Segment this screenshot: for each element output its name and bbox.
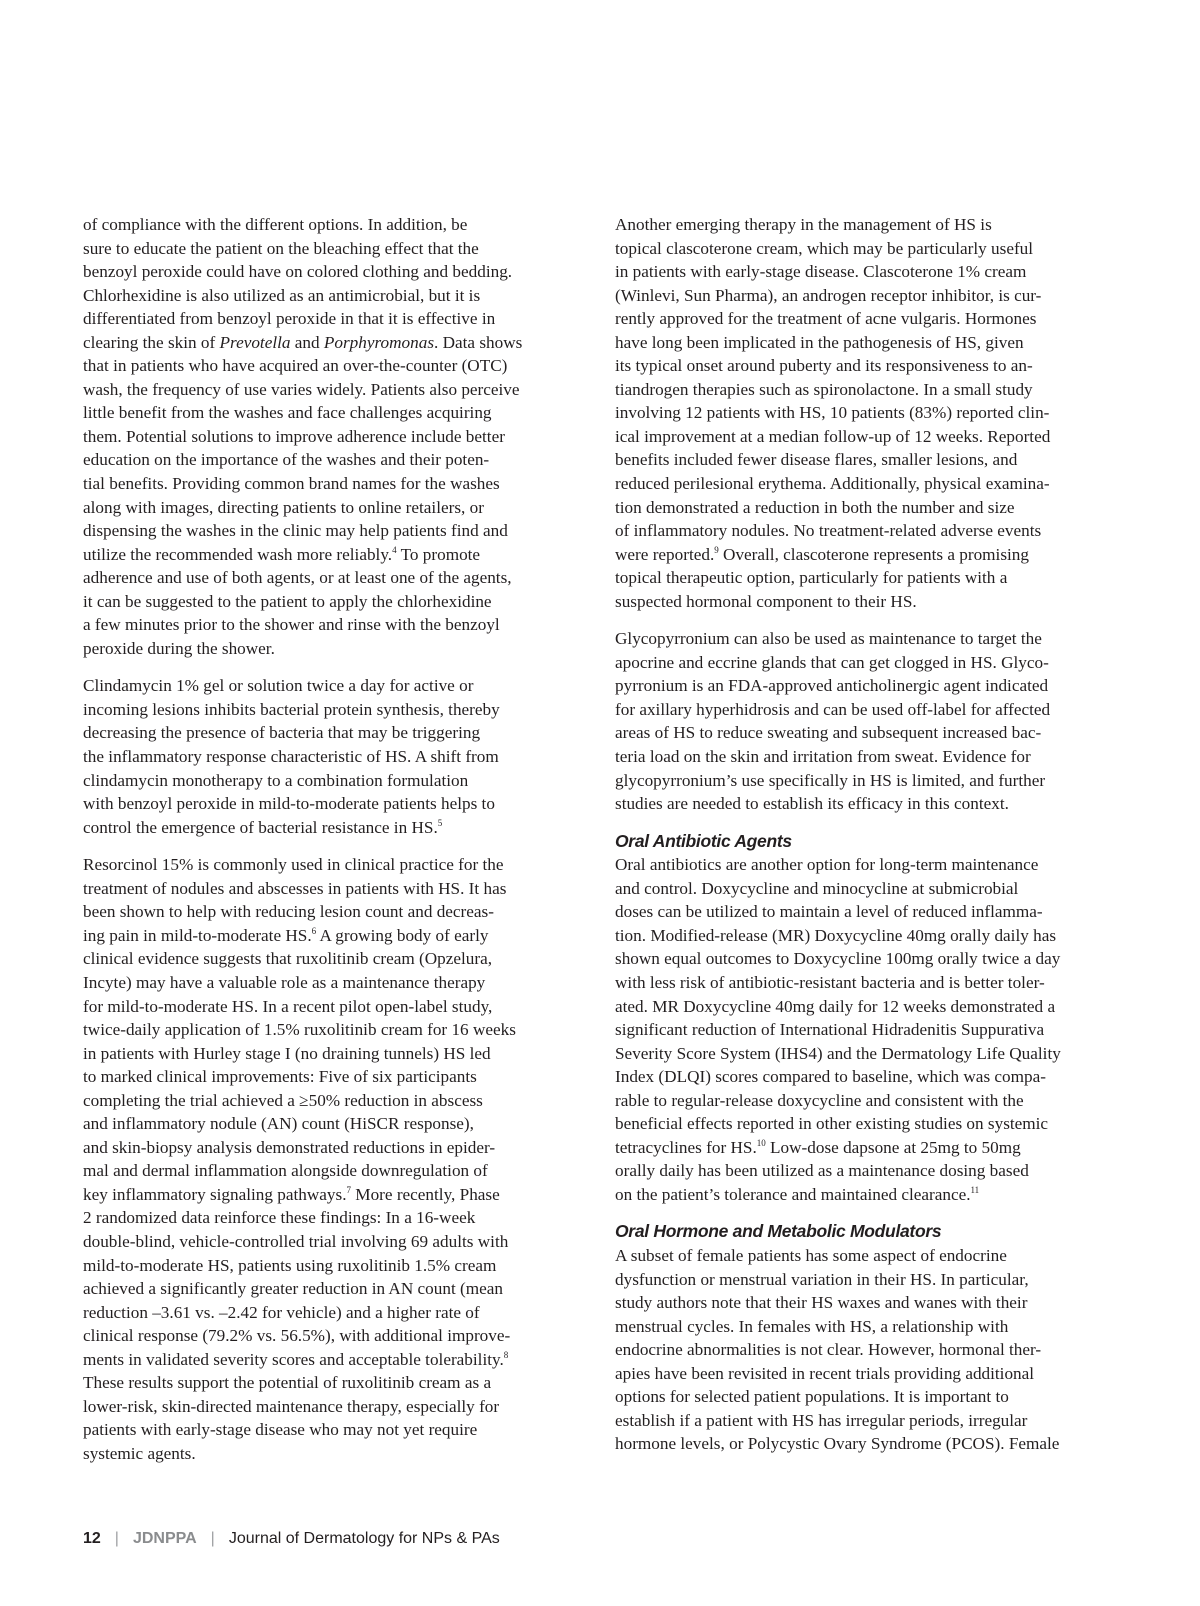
text-line: [83, 853, 591, 877]
text-run: (Winlevi, Sun Pharma), an androgen receptor inhibitor, is cur-: [615, 285, 1042, 305]
text-line: [615, 331, 1123, 355]
text-run: for axillary hyperhidrosis and can be used off-label for affected: [615, 699, 1051, 719]
text-line: [615, 745, 1123, 769]
text-run: establish if a patient with HS has irregular periods, irregular: [615, 1410, 1028, 1430]
text-line: [615, 769, 1123, 793]
text-line: [615, 877, 1123, 901]
text-run: glycopyrronium’s use specifically in HS is limited, and further: [615, 770, 1046, 790]
text-line: [83, 1395, 591, 1419]
text-line: [615, 543, 1123, 567]
text-run: tetracyclines for HS.: [615, 1137, 757, 1157]
text-line: [83, 1042, 591, 1066]
text-run: wash, the frequency of use varies widely. Patients also perceive: [83, 379, 520, 399]
text-run: Index (DLQI) scores compared to baseline, which was compa-: [615, 1067, 1046, 1087]
text-run: rable to regular-release doxycycline and consistent with the: [615, 1090, 1024, 1110]
text-line: [83, 877, 591, 901]
text-run: ments in validated severity scores and acceptable tolerability.: [83, 1349, 504, 1369]
text-line: [615, 590, 1123, 614]
text-line: [615, 1409, 1123, 1433]
text-line: [615, 378, 1123, 402]
section-heading: Oral Hormone and Metabolic Modulators: [615, 1221, 942, 1242]
text-line: [83, 1136, 591, 1160]
text-line: [83, 1442, 591, 1466]
text-line: [615, 792, 1123, 816]
text-line: [83, 947, 591, 971]
text-run: and inflammatory nodule (AN) count (HiSCR response),: [83, 1114, 474, 1134]
text-run: and skin-biopsy analysis demonstrated reductions in epider-: [83, 1137, 496, 1157]
page-footer: [83, 1530, 500, 1548]
text-line: [615, 1268, 1123, 1292]
text-line: [83, 1159, 591, 1183]
text-run: achieved a significantly greater reduction in AN count (mean: [83, 1279, 503, 1299]
text-line: [615, 1291, 1123, 1315]
left-column: [83, 213, 591, 1465]
text-run: Severity Score System (IHS4) and the Dermatology Life Quality: [615, 1043, 1061, 1063]
text-run: the inflammatory response characteristic of HS. A shift from: [83, 747, 499, 767]
paragraph-gap: [83, 660, 591, 674]
text-line: [83, 721, 591, 745]
text-run: patients with early-stage disease who may not yet require: [83, 1420, 478, 1440]
text-line: [615, 698, 1123, 722]
text-line: [615, 995, 1123, 1019]
text-line: [83, 284, 591, 308]
text-line: [83, 1348, 591, 1372]
text-run: benefits included fewer disease flares, smaller lesions, and: [615, 450, 1018, 470]
text-run: shown equal outcomes to Doxycycline 100mg orally twice a day: [615, 949, 1061, 969]
text-line: [83, 472, 591, 496]
text-run: been shown to help with reducing lesion count and decreas-: [83, 902, 494, 922]
text-run: . Data shows: [434, 332, 523, 352]
footer-separator: |: [114, 1530, 119, 1547]
text-line: [83, 1230, 591, 1254]
section-heading: Oral Antibiotic Agents: [615, 830, 792, 851]
italic-term: Prevotella: [219, 332, 291, 352]
text-run: topical clascoterone cream, which may be particularly useful: [615, 238, 1034, 258]
text-run: pyrronium is an FDA-approved anticholinergic agent indicated: [615, 676, 1049, 696]
text-line: [615, 1183, 1123, 1207]
paragraph-gap: [615, 613, 1123, 627]
text-line: [615, 721, 1123, 745]
text-line: [83, 1112, 591, 1136]
text-line: [615, 496, 1123, 520]
text-line: [615, 1065, 1123, 1089]
text-run: tion. Modified-release (MR) Doxycycline 40mg orally daily has: [615, 925, 1057, 945]
text-line: [615, 900, 1123, 924]
text-line: [83, 971, 591, 995]
text-line: [615, 1362, 1123, 1386]
text-run: clinical evidence suggests that ruxolitinib cream (Opzelura,: [83, 949, 493, 969]
text-line: [615, 1112, 1123, 1136]
text-run: These results support the potential of ruxolitinib cream as a: [83, 1373, 492, 1393]
text-run: in patients with early-stage disease. Clascoterone 1% cream: [615, 262, 1027, 282]
text-run: clearing the skin of: [83, 332, 220, 352]
journal-abbreviation: JDNPPA: [132, 1530, 197, 1547]
paragraph-gap: [83, 839, 591, 853]
text-run: reduction –3.61 vs. –2.42 for vehicle) and a higher rate of: [83, 1302, 480, 1322]
text-run: systemic agents.: [83, 1443, 196, 1463]
text-line: [83, 331, 591, 355]
text-line: [83, 213, 591, 237]
text-line: [615, 674, 1123, 698]
text-line: [83, 543, 591, 567]
text-line: [83, 496, 591, 520]
text-run: ical improvement at a median follow-up of 12 weeks. Reported: [615, 426, 1051, 446]
text-run: for mild-to-moderate HS. In a recent pilot open-label study,: [83, 996, 493, 1016]
text-run: topical therapeutic option, particularly for patients with a: [615, 568, 1008, 588]
paragraph-gap: [615, 1206, 1123, 1220]
text-run: differentiated from benzoyl peroxide in that it is effective in: [83, 309, 496, 329]
text-run: hormone levels, or Polycystic Ovary Syndrome (PCOS). Female: [615, 1434, 1060, 1454]
text-line: [83, 1206, 591, 1230]
text-line: [83, 745, 591, 769]
text-run: menstrual cycles. In females with HS, a relationship with: [615, 1316, 1009, 1336]
text-line: [615, 947, 1123, 971]
text-line: [615, 284, 1123, 308]
page-number: 12: [83, 1530, 101, 1547]
text-run: Glycopyrronium can also be used as maintenance to target the: [615, 629, 1042, 649]
text-line: [615, 307, 1123, 331]
text-line: [83, 637, 591, 661]
text-line: [615, 651, 1123, 675]
reference-superscript: 8: [503, 1349, 509, 1360]
text-run: with benzoyl peroxide in mild-to-moderate patients helps to: [83, 794, 495, 814]
text-run: benzoyl peroxide could have on colored clothing and bedding.: [83, 262, 513, 282]
text-line: [83, 995, 591, 1019]
text-run: Overall, clascoterone represents a promising: [718, 544, 1029, 564]
text-run: completing the trial achieved a ≥50% reduction in abscess: [83, 1090, 483, 1110]
text-run: that in patients who have acquired an over-the-counter (OTC): [83, 356, 508, 376]
text-line: [83, 1277, 591, 1301]
text-line: [83, 260, 591, 284]
text-run: To promote: [396, 544, 481, 564]
text-run: a few minutes prior to the shower and rinse with the benzoyl: [83, 615, 500, 635]
text-line: [615, 1385, 1123, 1409]
text-line: [615, 1159, 1123, 1183]
text-run: lower-risk, skin-directed maintenance therapy, especially for: [83, 1396, 500, 1416]
text-line: [83, 1301, 591, 1325]
reference-superscript: 11: [970, 1184, 980, 1195]
text-line: [83, 237, 591, 261]
text-run: them. Potential solutions to improve adherence include better: [83, 426, 505, 446]
text-line: [83, 769, 591, 793]
text-line: [615, 1315, 1123, 1339]
text-run: education on the importance of the washes and their poten-: [83, 450, 490, 470]
text-line: [83, 1065, 591, 1089]
text-line: [615, 213, 1123, 237]
text-run: dispensing the washes in the clinic may help patients find and: [83, 521, 508, 541]
text-run: mal and dermal inflammation alongside downregulation of: [83, 1161, 488, 1181]
text-run: control the emergence of bacterial resistance in HS.: [83, 817, 438, 837]
text-line: [615, 260, 1123, 284]
text-run: utilize the recommended wash more reliably.: [83, 544, 393, 564]
text-line: [83, 613, 591, 637]
text-run: double-blind, vehicle-controlled trial involving 69 adults with: [83, 1231, 509, 1251]
text-run: study authors note that their HS waxes and wanes with their: [615, 1293, 1028, 1313]
journal-name: Journal of Dermatology for NPs & PAs: [228, 1530, 500, 1547]
text-run: Incyte) may have a valuable role as a maintenance therapy: [83, 972, 486, 992]
text-run: little benefit from the washes and face challenges acquiring: [83, 403, 492, 423]
text-run: teria load on the skin and irritation from sweat. Evidence for: [615, 747, 1031, 767]
text-run: Another emerging therapy in the management of HS is: [615, 215, 992, 234]
text-run: Low-dose dapsone at 25mg to 50mg: [765, 1137, 1021, 1157]
text-line: [615, 237, 1123, 261]
text-run: in patients with Hurley stage I (no draining tunnels) HS led: [83, 1043, 491, 1063]
text-run: peroxide during the shower.: [83, 638, 275, 658]
reference-superscript: 7: [346, 1184, 351, 1195]
right-column: [615, 213, 1123, 1456]
text-run: Resorcinol 15% is commonly used in clinical practice for the: [83, 855, 504, 875]
text-line: [83, 698, 591, 722]
text-line: [615, 1089, 1123, 1113]
text-run: studies are needed to establish its efficacy in this context.: [615, 794, 1009, 814]
text-run: More recently, Phase: [351, 1184, 500, 1204]
text-run: reduced perilesional erythema. Additionally, physical examina-: [615, 474, 1050, 494]
text-run: tiandrogen therapies such as spironolactone. In a small study: [615, 379, 1033, 399]
text-line: [615, 519, 1123, 543]
text-run: and: [290, 332, 324, 352]
text-line: [615, 401, 1123, 425]
text-line: [615, 853, 1123, 877]
text-line: [83, 674, 591, 698]
reference-superscript: 5: [437, 817, 443, 828]
text-line: [615, 1136, 1123, 1160]
text-run: it can be suggested to the patient to apply the chlorhexidine: [83, 591, 492, 611]
text-run: orally daily has been utilized as a maintenance dosing based: [615, 1161, 1029, 1181]
text-line: [615, 566, 1123, 590]
reference-superscript: 4: [392, 544, 397, 555]
text-run: decreasing the presence of bacteria that may be triggering: [83, 723, 481, 743]
text-line: [83, 307, 591, 331]
text-run: tion demonstrated a reduction in both the number and size: [615, 497, 1015, 517]
text-line: [83, 924, 591, 948]
text-run: treatment of nodules and abscesses in patients with HS. It has: [83, 878, 507, 898]
text-line: [83, 1371, 591, 1395]
text-line: [615, 1432, 1123, 1456]
text-line: [83, 792, 591, 816]
text-run: tial benefits. Providing common brand names for the washes: [83, 474, 500, 494]
text-line: [83, 1418, 591, 1442]
text-line: [615, 425, 1123, 449]
text-run: significant reduction of International Hidradenitis Suppurativa: [615, 1020, 1045, 1040]
text-line: [615, 971, 1123, 995]
text-line: [615, 1042, 1123, 1066]
text-run: 2 randomized data reinforce these findings: In a 16-week: [83, 1208, 476, 1228]
text-line: [615, 354, 1123, 378]
text-line: [83, 1089, 591, 1113]
text-run: apies have been revisited in recent trials providing additional: [615, 1363, 1035, 1383]
text-line: [83, 354, 591, 378]
text-line: [83, 1254, 591, 1278]
text-line: [83, 1183, 591, 1207]
text-line: [615, 1244, 1123, 1268]
text-line: [83, 900, 591, 924]
text-run: Oral antibiotics are another option for long-term maintenance: [615, 855, 1039, 875]
text-run: its typical onset around puberty and its responsiveness to an-: [615, 356, 1033, 376]
text-run: apocrine and eccrine glands that can get clogged in HS. Glyco-: [615, 652, 1049, 672]
text-run: areas of HS to reduce sweating and subsequent increased bac-: [615, 723, 1042, 743]
text-line: [615, 1338, 1123, 1362]
text-line: [83, 519, 591, 543]
text-run: ated. MR Doxycycline 40mg daily for 12 weeks demonstrated a: [615, 996, 1056, 1016]
text-run: adherence and use of both agents, or at least one of the agents,: [83, 568, 512, 588]
text-line: [615, 627, 1123, 651]
text-run: suspected hormonal component to their HS.: [615, 591, 917, 611]
text-run: ing pain in mild-to-moderate HS.: [83, 925, 312, 945]
reference-superscript: 6: [311, 925, 317, 936]
text-run: Clindamycin 1% gel or solution twice a day for active or: [83, 676, 474, 696]
text-line: [615, 472, 1123, 496]
text-run: options for selected patient populations. It is important to: [615, 1387, 1009, 1407]
footer-separator: |: [210, 1530, 215, 1547]
text-run: clindamycin monotherapy to a combination formulation: [83, 770, 469, 790]
text-line: [615, 1018, 1123, 1042]
text-run: involving 12 patients with HS, 10 patients (83%) reported clin-: [615, 403, 1050, 423]
text-run: dysfunction or menstrual variation in their HS. In particular,: [615, 1269, 1029, 1289]
text-run: of compliance with the different options. In addition, be: [83, 215, 468, 234]
text-run: on the patient’s tolerance and maintained clearance.: [615, 1184, 971, 1204]
text-run: along with images, directing patients to online retailers, or: [83, 497, 484, 517]
text-line: [83, 590, 591, 614]
text-line: [615, 924, 1123, 948]
text-line: [83, 566, 591, 590]
reference-superscript: 10: [756, 1137, 766, 1148]
text-run: key inflammatory signaling pathways.: [83, 1184, 347, 1204]
text-line: [83, 448, 591, 472]
text-run: Chlorhexidine is also utilized as an antimicrobial, but it is: [83, 285, 481, 305]
text-run: have long been implicated in the pathogenesis of HS, given: [615, 332, 1024, 352]
text-run: doses can be utilized to maintain a level of reduced inflamma-: [615, 902, 1043, 922]
text-run: clinical response (79.2% vs. 56.5%), with additional improve-: [83, 1326, 511, 1346]
paragraph-gap: [615, 816, 1123, 830]
text-run: A growing body of early: [316, 925, 489, 945]
text-run: sure to educate the patient on the bleaching effect that the: [83, 238, 479, 258]
text-run: twice-daily application of 1.5% ruxolitinib cream for 16 weeks: [83, 1020, 516, 1040]
text-line: [83, 378, 591, 402]
text-run: A subset of female patients has some aspect of endocrine: [615, 1245, 1007, 1265]
reference-superscript: 9: [714, 544, 719, 555]
text-run: with less risk of antibiotic-resistant bacteria and is better toler-: [615, 972, 1045, 992]
text-run: endocrine abnormalities is not clear. However, hormonal ther-: [615, 1340, 1042, 1360]
text-line: [615, 448, 1123, 472]
text-run: rently approved for the treatment of acne vulgaris. Hormones: [615, 309, 1037, 329]
text-run: mild-to-moderate HS, patients using ruxolitinib 1.5% cream: [83, 1255, 497, 1275]
text-line: [83, 425, 591, 449]
text-run: to marked clinical improvements: Five of six participants: [83, 1067, 477, 1087]
text-run: incoming lesions inhibits bacterial protein synthesis, thereby: [83, 699, 500, 719]
text-run: were reported.: [615, 544, 715, 564]
text-run: of inflammatory nodules. No treatment-related adverse events: [615, 521, 1042, 541]
text-line: [83, 1324, 591, 1348]
text-run: and control. Doxycycline and minocycline at submicrobial: [615, 878, 1019, 898]
text-line: [83, 1018, 591, 1042]
text-run: beneficial effects reported in other existing studies on systemic: [615, 1114, 1049, 1134]
text-line: [83, 816, 591, 840]
italic-term: Porphyromonas: [323, 332, 435, 352]
text-line: [83, 401, 591, 425]
